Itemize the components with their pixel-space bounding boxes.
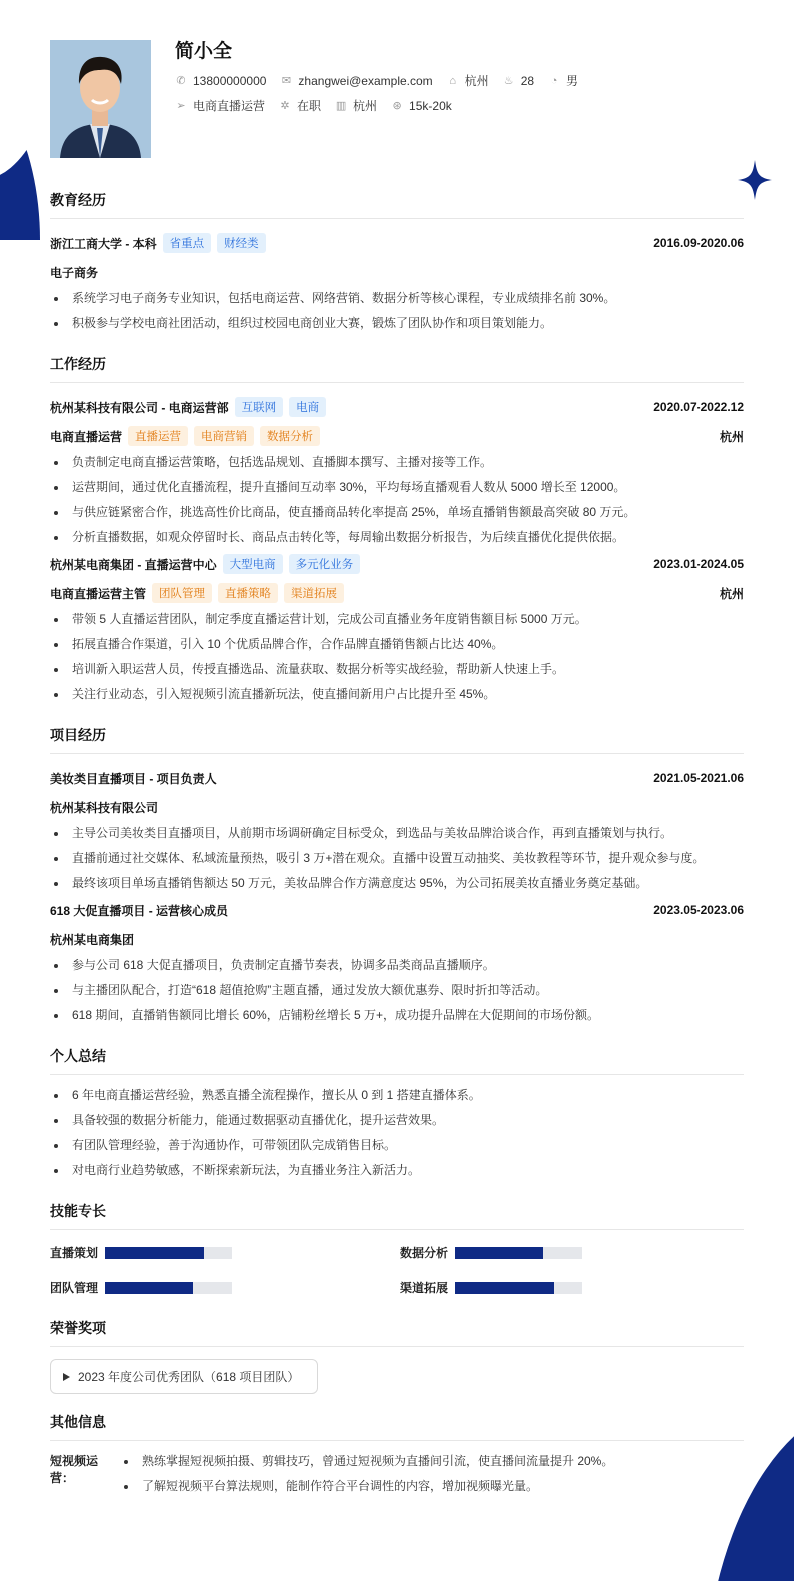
bullet-item: 积极参与学校电商社团活动，组织过校园电商创业大赛，锻炼了团队协作和项目策划能力。 — [50, 315, 744, 332]
skill-name: 数据分析 — [400, 1246, 449, 1260]
bullet-item: 了解短视频平台算法规则，能制作符合平台调性的内容，增加视频曝光量。 — [120, 1478, 613, 1495]
skill-bar — [105, 1247, 232, 1259]
bullet-item: 运营期间，通过优化直播流程，提升直播间互动率 30%，平均每场直播观看人数从 5000 增长至 12000。 — [50, 479, 744, 496]
skill-bar-fill — [105, 1247, 204, 1259]
work-entry — [50, 397, 744, 546]
role-name: 电商直播运营主管 — [50, 586, 147, 601]
bullet-item: 6 年电商直播运营经验，熟悉直播全流程操作，擅长从 0 到 1 搭建直播体系。 — [50, 1087, 744, 1104]
work-bullets — [50, 454, 744, 546]
section-title: 个人总结 — [50, 1046, 744, 1075]
mail-icon: ✉ — [281, 74, 292, 87]
status-icon: ✲ — [280, 99, 290, 112]
work-entry — [50, 554, 744, 703]
salary-value: 15k-20k — [409, 98, 452, 113]
email-item — [280, 74, 432, 88]
other-section — [50, 1412, 744, 1503]
project-bullets — [50, 825, 744, 892]
bullet-item: 负责制定电商直播运营策略，包括选品规划、直播脚本撰写、主播对接等工作。 — [50, 454, 744, 471]
section-title: 荣誉奖项 — [50, 1318, 744, 1347]
work-date: 2023.01-2024.05 — [653, 557, 744, 571]
age-value: 28 — [520, 73, 535, 88]
phone-icon: ✆ — [176, 74, 186, 87]
project-entry — [50, 900, 744, 1024]
target-city-value: 杭州 — [353, 99, 378, 113]
bullet-item: 系统学习电子商务专业知识，包括电商运营、网络营销、数据分析等核心课程，专业成绩排名前 30%。 — [50, 290, 744, 307]
bullet-item: 有团队管理经验，善于沟通协作，可带领团队完成销售目标。 — [50, 1137, 744, 1154]
job-intent-row — [175, 97, 744, 114]
bullet-item: 分析直播数据，如观众停留时长、商品点击转化等，每周输出数据分析报告，为后续直播优化提供依据。 — [50, 529, 744, 546]
skill-item — [400, 1244, 744, 1261]
bullet-item: 关注行业动态，引入短视频引流直播新玩法，使直播间新用户占比提升至 45%。 — [50, 686, 744, 703]
role-tag: 团队管理 — [152, 583, 212, 603]
target-job-value: 电商直播运营 — [193, 99, 266, 113]
award-text: 2023 年度公司优秀团队（618 项目团队） — [78, 1370, 300, 1384]
skill-bar — [455, 1282, 582, 1294]
city-item — [447, 72, 489, 89]
resume-header — [50, 40, 744, 160]
other-bullets — [120, 1453, 613, 1503]
home-icon: ⌂ — [449, 74, 456, 87]
bullet-item: 拓展直播合作渠道，引入 10 个优质品牌合作，合作品牌直播销售额占比达 40%。 — [50, 636, 744, 653]
bullet-item: 参与公司 618 大促直播项目，负责制定直播节奏表，协调多品类商品直播顺序。 — [50, 957, 744, 974]
project-org: 杭州某科技有限公司 — [50, 800, 159, 815]
skill-bar-fill — [105, 1282, 193, 1294]
building-icon: ▥ — [335, 99, 347, 112]
skill-bar — [105, 1282, 232, 1294]
award-item[interactable] — [50, 1359, 318, 1394]
education-entry — [50, 233, 744, 332]
age-item — [503, 74, 534, 88]
education-bullets — [50, 290, 744, 332]
role-tag: 数据分析 — [260, 426, 320, 446]
work-city: 杭州 — [719, 429, 744, 444]
skill-item — [50, 1244, 400, 1261]
bullet-item: 直播前通过社交媒体、私域流量预热，吸引 3 万+潜在观众。直播中设置互动抽奖、美妆教程等环节，提升观众参与度。 — [50, 850, 744, 867]
section-title: 工作经历 — [50, 354, 744, 383]
gender-item — [548, 72, 578, 89]
skill-item — [50, 1279, 400, 1296]
skill-name: 渠道拓展 — [400, 1281, 449, 1295]
role-tag: 电商营销 — [194, 426, 254, 446]
skills-section — [50, 1201, 744, 1296]
section-title: 项目经历 — [50, 725, 744, 754]
gender-icon: ◔ — [550, 74, 558, 87]
phone-value: 13800000000 — [193, 73, 267, 88]
salary-icon: ⊛ — [392, 99, 402, 112]
bullet-item: 具备较强的数据分析能力，能通过数据驱动直播优化，提升运营效果。 — [50, 1112, 744, 1129]
bullet-item: 带领 5 人直播运营团队，制定季度直播运营计划，完成公司直播业务年度销售额目标 5000 万元。 — [50, 611, 744, 628]
bullet-item: 主导公司美妆类目直播项目，从前期市场调研确定目标受众，到选品与美妆品牌洽谈合作，再到直播策划与执行。 — [50, 825, 744, 842]
school-tag: 省重点 — [163, 233, 212, 253]
contact-row — [175, 72, 744, 89]
role-tag: 渠道拓展 — [284, 583, 344, 603]
resume-page — [50, 40, 744, 1503]
avatar-photo — [50, 40, 151, 158]
send-icon: ➢ — [176, 99, 186, 112]
bullet-item: 对电商行业趋势敏感，不断探索新玩法，为直播业务注入新活力。 — [50, 1162, 744, 1179]
bullet-item: 与供应链紧密合作，挑选高性价比商品，使直播商品转化率提高 25%，单场直播销售额最高突破 80 万元。 — [50, 504, 744, 521]
work-section — [50, 354, 744, 703]
work-bullets — [50, 611, 744, 703]
bullet-item: 最终该项目单场直播销售额达 50 万元，美妆品牌合作方满意度达 95%，为公司拓展美妆直播业务奠定基础。 — [50, 875, 744, 892]
work-date: 2020.07-2022.12 — [653, 400, 744, 414]
bullet-item: 培训新入职运营人员，传授直播选品、流量获取、数据分析等实战经验，帮助新人快速上手。 — [50, 661, 744, 678]
skill-bar — [455, 1247, 582, 1259]
company-tag: 大型电商 — [223, 554, 283, 574]
candidate-name: 简小全 — [175, 41, 233, 62]
bullet-item: 618 期间，直播销售额同比增长 60%，店铺粉丝增长 5 万+，成功提升品牌在大促期间的市场份额。 — [50, 1007, 744, 1024]
project-bullets — [50, 957, 744, 1024]
bullet-item: 与主播团队配合，打造“618 超值抢购”主题直播，通过发放大额优惠券、限时折扣等活动。 — [50, 982, 744, 999]
school-name: 浙江工商大学 - 本科 — [50, 236, 157, 251]
project-org: 杭州某电商集团 — [50, 932, 135, 947]
status-item — [279, 97, 321, 114]
bullet-item: 熟练掌握短视频拍摄、剪辑技巧，曾通过短视频为直播间引流，使直播间流量提升 20%。 — [120, 1453, 613, 1470]
education-date: 2016.09-2020.06 — [653, 236, 744, 250]
status-value: 在职 — [297, 99, 322, 113]
gender-value: 男 — [566, 74, 579, 88]
skill-name: 团队管理 — [50, 1281, 99, 1295]
phone-item — [175, 74, 266, 88]
role-tag: 直播运营 — [128, 426, 188, 446]
salary-item — [391, 99, 452, 113]
target-city-item — [335, 97, 377, 114]
summary-section — [50, 1046, 744, 1179]
profile-info — [175, 40, 744, 114]
project-name: 美妆类目直播项目 - 项目负责人 — [50, 771, 217, 786]
work-city: 杭州 — [719, 586, 744, 601]
other-info-row — [50, 1453, 744, 1503]
cake-icon: ♨ — [503, 74, 514, 87]
project-date: 2023.05-2023.06 — [653, 903, 744, 917]
email-value: zhangwei@example.com — [298, 73, 433, 88]
skill-name: 直播策划 — [50, 1246, 99, 1260]
company-name: 杭州某电商集团 - 直播运营中心 — [50, 557, 217, 572]
honors-section — [50, 1318, 744, 1394]
role-tag: 直播策略 — [218, 583, 278, 603]
skill-bar-fill — [455, 1247, 543, 1259]
education-section — [50, 190, 744, 332]
city-value: 杭州 — [464, 74, 489, 88]
project-name: 618 大促直播项目 - 运营核心成员 — [50, 903, 229, 918]
skill-item — [400, 1279, 744, 1296]
section-title: 教育经历 — [50, 190, 744, 219]
section-title: 技能专长 — [50, 1201, 744, 1230]
role-name: 电商直播运营 — [50, 429, 123, 444]
school-tag: 财经类 — [217, 233, 266, 253]
summary-bullets — [50, 1087, 744, 1179]
other-label: 短视频运营： — [50, 1454, 99, 1485]
company-tag: 多元化业务 — [289, 554, 361, 574]
skill-bar-fill — [455, 1282, 554, 1294]
project-date: 2021.05-2021.06 — [653, 771, 744, 785]
company-name: 杭州某科技有限公司 - 电商运营部 — [50, 400, 229, 415]
triangle-right-icon — [63, 1373, 70, 1381]
target-job-item — [175, 97, 265, 114]
company-tag: 互联网 — [235, 397, 284, 417]
major-name: 电子商务 — [50, 265, 99, 280]
skills-grid — [50, 1244, 744, 1296]
company-tag: 电商 — [289, 397, 326, 417]
project-entry — [50, 768, 744, 892]
section-title: 其他信息 — [50, 1412, 744, 1441]
projects-section — [50, 725, 744, 1024]
education-header-row — [50, 233, 744, 253]
